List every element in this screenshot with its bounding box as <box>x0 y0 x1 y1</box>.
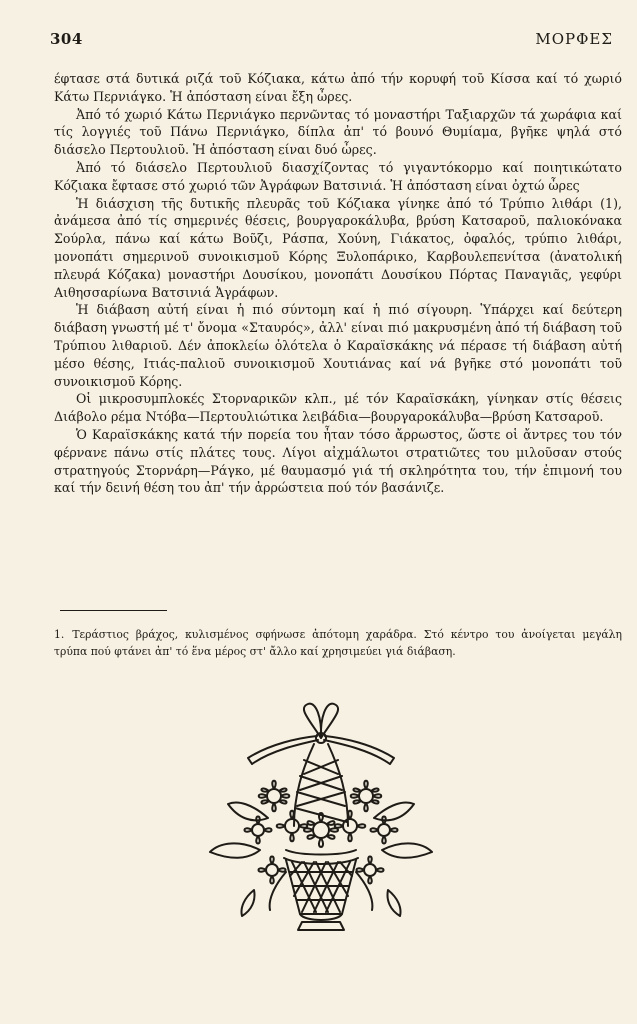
paragraph: Οἱ μικροσυμπλοκές Στορναρικῶν κλπ., μέ τόν Καραϊσκάκη, γίνηκαν στίς θέσεις Διάβολο ρέμα Ντόβα—Περτουλιώτικα λειβάδια—βουργαροκάλυβα—βρύση Κατσαροῦ. <box>54 391 622 425</box>
footnote-rule <box>60 610 167 611</box>
page-number: 304 <box>50 30 83 48</box>
paragraph: Ἡ διάσχιση τῆς δυτικῆς πλευρᾶς τοῦ Κόζιακα γίνηκε ἀπό τό Τρύπιο λιθάρι (1), ἀνάμεσα ἀπό τίς σημερινές θέσεις, βουργαροκάλυβα, βρύση Κατσαροῦ, παλιοκόνακα Σούρλα, πάνω καί κάτω Βοῦζι, Ράσπα, Χούνη, Γιάκατος, ὀφαλός, τρύπιο λιθάρι, μονοπάτι σημερινοῦ συνοικισμοῦ Κόρης Ξυλοπάρικο, Καρβουλεπενίτσα (ἀνατολική πλευρά Κόζακα) μοναστήρι Δουσίκου, μονοπάτι Δουσίκου Πόρτας Παναγιᾶς, γεφύρι Αιθησσαρίωνα Βατσινιά Ἀγράφων. <box>54 195 622 300</box>
paragraph: Ἀπό τό χωριό Κάτω Περνιάγκο περνῶντας τό μοναστήρι Ταξιαρχῶν τά χωράφια καί τίς λογγιές τοῦ Πάνω Περνιάγκο, δίπλα ἀπ' τό βουνό Θυμίαμα, βγῆκε ψηλά στό διάσελο Περτουλιοῦ. Ἡ ἀπόσταση είναι δυό ὦρες. <box>54 106 622 158</box>
flower-basket-ornament-icon <box>190 700 452 940</box>
footnote-marker: 1. <box>54 628 65 641</box>
paragraph: Ἀπό τό διάσελο Περτουλιοῦ διασχίζοντας τό γιγαντόκορμο καί ποιητικώτατο Κόζιακα ἔφτασε στό χωριό τῶν Ἀγράφων Βατσινιά. Ἡ ἀπόσταση είναι ὀχτώ ὦρες <box>54 159 622 193</box>
paragraph: έφτασε στά δυτικά ριζά τοῦ Κόζιακα, κάτω ἀπό τήν κορυφή τοῦ Κίσσα καί τό χωριό Κάτω Περνιάγκο. Ἡ ἀπόσταση είναι ἔξη ὦρες. <box>54 71 622 104</box>
paragraph: Ἡ διάβαση αὐτή είναι ἡ πιό σύντομη καί ἡ πιό σίγουρη. Ὑπάρχει καί δεύτερη διάβαση γνωστή μέ τ' ὄνομα «Σταυρός», ἀλλ' είναι πιό μακρυσμένη ἀπό τή διάβαση τοῦ Τρύπιου λιθαριοῦ. Δέν ἀποκλείω ὁλότελα ὁ Καραϊσκάκης νά πέρασε τή διάβαση αὐτή μέσο θέσης, Ιτιάς-παλιοῦ συνοικισμοῦ Χουτιάνας καί νά βγῆκε στό μονοπάτι τοῦ συνοικισμοῦ Κόρης. <box>54 302 622 389</box>
paragraph: Ὁ Καραϊσκάκης κατά τήν πορεία του ἦταν τόσο ἄρρωστος, ὥστε οἱ ἄντρες του τόν φέρνανε πάνω στίς πλάτες τους. Λίγοι αἰχμάλωτοι στρατιῶτες του μιλοῦσαν στούς στρατηγούς Στορνάρη—Ράγκο, μέ θαυμασμό γιά τή σκληρότητα του, τήν ἐπιμονή του καί τήν δεινή θέση του ἀπ' τήν ἀρρώστεια πού τόν βασάνιζε. <box>54 426 622 496</box>
footnote <box>54 626 622 660</box>
running-title: ΜΟΡΦΕΣ <box>535 30 613 48</box>
body-text <box>54 70 622 497</box>
footnote-text: Τεράστιος βράχος, κυλισμένος σφήνωσε ἀπότομη χαράδρα. Στό κέντρο του ἀνοίγεται μεγάλη τρύπα πού φτάνει ἀπ' τό ἕνα μέρος στ' ἄλλο καί χρησιμεύει γιά διάβαση. <box>54 628 622 658</box>
